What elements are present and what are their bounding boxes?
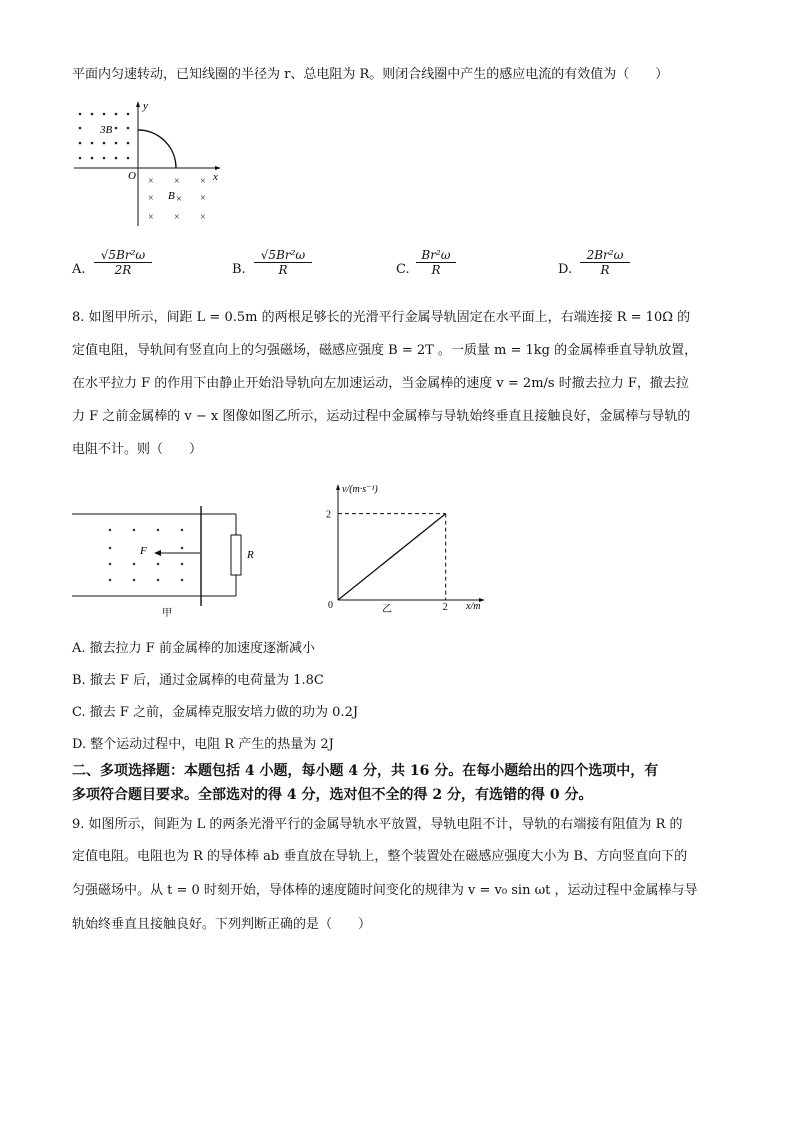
q8-line-5: 电阻不计。则（ ） (72, 442, 203, 457)
svg-text:×: × (148, 212, 154, 223)
svg-text:×: × (200, 212, 206, 223)
q8-caption-yi: 乙 (382, 604, 392, 615)
q8-y-tick-label: 2 (326, 509, 331, 521)
q8-line-3: 在水平拉力 F 的作用下由静止开始沿导轨向左加速运动，当金属棒的速度 v = 2m/s 时撤去拉力 F，撤去拉 (72, 376, 689, 391)
q8-force-label: F (140, 545, 147, 557)
q8-line-1: 8. 如图甲所示，间距 L = 0.5m 的两根足够长的光滑平行金属导轨固定在水平面上，右端连接 R = 10Ω 的 (72, 310, 691, 325)
q8-line-4: 力 F 之前金属棒的 v − x 图像如图乙所示，运动过程中金属棒与导轨始终垂直且接触良好，金属棒与导轨的 (72, 409, 691, 424)
svg-text:×: × (200, 193, 206, 204)
svg-text:×: × (174, 212, 180, 223)
q8-option-d: D. 整个运动过程中，电阻 R 产生的热量为 2J (72, 737, 334, 752)
q8-figure-jia (72, 500, 252, 620)
q9-line-3: 匀强磁场中。从 t = 0 时刻开始，导体棒的速度随时间变化的规律为 v = v₀ sin ωt ，运动过程中金属棒与导 (72, 883, 698, 898)
q7-y-axis-label: y (143, 100, 148, 112)
q8-x-tick-label: 2 (442, 602, 448, 613)
q8-resistor-label: R (247, 549, 254, 561)
q8-option-a: A. 撤去拉力 F 前金属棒的加速度逐渐减小 (72, 641, 315, 656)
svg-text:×: × (176, 194, 182, 205)
q9-line-4: 轨始终垂直且接触良好。下列判断正确的是（ ） (72, 917, 372, 932)
q8-figure-yi (320, 478, 490, 618)
q7-option-c-label: C. (396, 262, 410, 277)
q7-option-c: $\frac{\text{Br²ω}}{R}$ (416, 248, 456, 277)
section2-title-line-1: 二、多项选择题：本题包括 4 小题，每小题 4 分，共 16 分。在每小题给出的四个选项中，有 (72, 763, 659, 779)
q9-line-2: 定值电阻。电阻也为 R 的导体棒 ab 垂直放在导轨上，整个装置处在磁感应强度大小为 B、方向竖直向下的 (72, 849, 688, 864)
section2-title-line-2: 多项符合题目要求。全部选对的得 4 分，选对但不全的得 2 分，有选错的得 0 分。 (72, 787, 593, 803)
q8-series-line (338, 514, 446, 600)
svg-text:×: × (148, 193, 154, 204)
q7-figure (70, 98, 230, 232)
q8-line-2: 定值电阻，导轨间有竖直向上的匀强磁场，磁感应强度 B = 2T 。一质量 m = 1kg 的金属棒垂直导轨放置， (72, 343, 698, 358)
q7-origin-label: O (128, 170, 136, 182)
q8-caption-jia: 甲 (162, 608, 172, 619)
q9-line-1: 9. 如图所示，间距为 L 的两条光滑平行的金属导轨水平放置，导轨电阻不计，导轨的右端接有阻值为 R 的 (72, 817, 683, 832)
q8-x-axis-label: x/m (466, 601, 481, 612)
q7-option-a-label: A. (72, 262, 86, 277)
svg-text:×: × (200, 176, 206, 187)
q7-upper-field-label: 3B (100, 124, 113, 136)
q8-option-b: B. 撤去 F 后，通过金属棒的电荷量为 1.8C (72, 673, 324, 688)
q8-option-c: C. 撤去 F 之前，金属棒克服安培力做的功为 0.2J (72, 705, 359, 720)
q7-option-b: $\frac{\text{√5Br²ω}}{R}$ (254, 248, 312, 277)
q8-y-axis-label: v/(m·s⁻¹) (342, 484, 378, 495)
q7-text: 平面内匀速转动，已知线圈的半径为 r、总电阻为 R。则闭合线圈中产生的感应电流的有效值为（ ） (72, 67, 669, 82)
q7-option-a: $\frac{\text{√5Br²ω}}{2R}$ (94, 248, 152, 277)
svg-text:×: × (148, 176, 154, 187)
q7-lower-field-label: B (168, 190, 175, 202)
q7-option-d: $\frac{\text{2Br²ω}}{R}$ (580, 248, 630, 277)
q7-option-d-label: D. (558, 262, 573, 277)
q8-origin-label: 0 (328, 600, 333, 611)
svg-text:×: × (174, 176, 180, 187)
q7-x-axis-label: x (213, 171, 218, 183)
q7-option-b-label: B. (232, 262, 246, 277)
